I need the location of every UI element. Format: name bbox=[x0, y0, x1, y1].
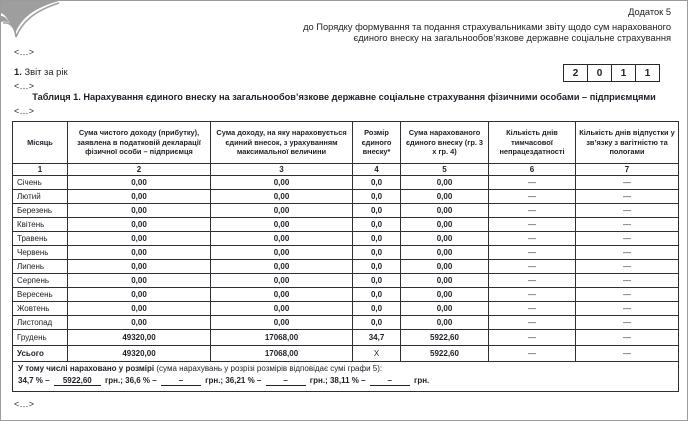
table-row bbox=[13, 204, 679, 218]
year-digit-cell[interactable]: 0 bbox=[587, 65, 611, 81]
value-cell: — bbox=[576, 288, 679, 302]
rate-unit: грн.; bbox=[307, 375, 330, 385]
year-digit-cell[interactable]: 2 bbox=[572, 67, 579, 79]
month-cell: Серпень bbox=[13, 274, 68, 288]
month-cell: Липень bbox=[13, 260, 68, 274]
value-cell: 0,00 bbox=[401, 218, 489, 232]
value-cell: — bbox=[576, 204, 679, 218]
value-cell: 0,00 bbox=[401, 274, 489, 288]
value-cell: — bbox=[489, 302, 576, 316]
value-cell: — bbox=[489, 190, 576, 204]
value-cell: — bbox=[576, 190, 679, 204]
value-cell: 17068,00 bbox=[211, 330, 353, 346]
column-number: 2 bbox=[68, 164, 211, 176]
rate-amount-field[interactable]: – bbox=[161, 377, 201, 386]
table-row bbox=[13, 330, 679, 346]
month-cell: Травень bbox=[13, 232, 68, 246]
value-cell: 0,0 bbox=[353, 260, 401, 274]
value-cell: 5922,60 bbox=[401, 346, 489, 362]
omitted-content-marker: <...> bbox=[14, 81, 35, 91]
table-row bbox=[13, 190, 679, 204]
value-cell: — bbox=[489, 288, 576, 302]
table-row bbox=[13, 288, 679, 302]
column-number: 5 bbox=[401, 164, 489, 176]
rate-amount-field[interactable]: – bbox=[370, 377, 410, 386]
table-row bbox=[13, 274, 679, 288]
month-cell: Червень bbox=[13, 246, 68, 260]
value-cell: 0,00 bbox=[68, 274, 211, 288]
value-cell: 0,00 bbox=[211, 190, 353, 204]
value-cell: 0,00 bbox=[68, 288, 211, 302]
month-cell: Квітень bbox=[13, 218, 68, 232]
value-cell: — bbox=[576, 316, 679, 330]
value-cell: 0,00 bbox=[211, 288, 353, 302]
table-row bbox=[13, 346, 679, 362]
month-cell: Листопад bbox=[13, 316, 68, 330]
value-cell: 0,00 bbox=[211, 260, 353, 274]
value-cell: — bbox=[576, 218, 679, 232]
value-cell: 0,00 bbox=[68, 190, 211, 204]
table-row bbox=[13, 316, 679, 330]
value-cell: — bbox=[489, 218, 576, 232]
value-cell: 0,0 bbox=[353, 232, 401, 246]
value-cell: 0,00 bbox=[401, 232, 489, 246]
value-cell: 0,00 bbox=[211, 274, 353, 288]
rate-amount-field[interactable]: 5922,60 bbox=[54, 377, 101, 386]
column-header: Кількість днів тимчасової непрацездатності bbox=[489, 122, 576, 164]
column-number-row bbox=[13, 164, 679, 176]
report-item-number: 1. bbox=[14, 66, 22, 77]
table-header-row bbox=[13, 122, 679, 164]
value-cell: — bbox=[576, 176, 679, 190]
value-cell: — bbox=[576, 274, 679, 288]
value-cell: 0,0 bbox=[353, 316, 401, 330]
column-number: 3 bbox=[211, 164, 353, 176]
value-cell: 0,00 bbox=[401, 190, 489, 204]
value-cell: 0,00 bbox=[401, 176, 489, 190]
value-cell: 0,0 bbox=[353, 204, 401, 218]
rate-unit: грн.; bbox=[102, 375, 126, 385]
contribution-table bbox=[12, 121, 679, 392]
month-cell: Жовтень bbox=[13, 302, 68, 316]
order-line-2: єдиного внеску на загальнообов’язкове державне соціальне страхування bbox=[353, 33, 671, 43]
year-digit-cell[interactable]: 1 bbox=[635, 65, 659, 81]
rate-label: 38,11 % – bbox=[329, 375, 368, 385]
appendix-number: Додаток 5 bbox=[628, 7, 671, 17]
value-cell: 0,00 bbox=[211, 246, 353, 260]
value-cell: — bbox=[489, 204, 576, 218]
value-cell: 34,7 bbox=[353, 330, 401, 346]
page-curl-icon bbox=[1, 1, 61, 43]
value-cell: 0,00 bbox=[68, 302, 211, 316]
value-cell: — bbox=[576, 302, 679, 316]
value-cell: 0,00 bbox=[401, 288, 489, 302]
column-header: Сума нарахованого єдиного внеску (гр. 3 х гр. 4) bbox=[401, 122, 489, 164]
value-cell: 0,00 bbox=[211, 316, 353, 330]
value-cell: 0,0 bbox=[353, 176, 401, 190]
year-digit-cell[interactable]: 1 bbox=[611, 65, 635, 81]
rate-amount-field[interactable]: – bbox=[266, 377, 306, 386]
footer-note-normal: (сума нарахувань у розрізі розмірів відповідає сумі графи 5): bbox=[154, 364, 383, 373]
value-cell: 0,00 bbox=[401, 204, 489, 218]
value-cell: 49320,00 bbox=[68, 346, 211, 362]
column-header: Сума чистого доходу (прибутку), заявлена в податковій декларації фізичної особи – підприємця bbox=[68, 122, 211, 164]
value-cell: — bbox=[576, 346, 679, 362]
value-cell: 0,00 bbox=[211, 176, 353, 190]
value-cell: — bbox=[489, 176, 576, 190]
value-cell: 0,00 bbox=[211, 218, 353, 232]
rate-label: 34,7 % – bbox=[18, 375, 52, 385]
value-cell: 0,00 bbox=[68, 316, 211, 330]
value-cell: 0,00 bbox=[401, 302, 489, 316]
value-cell: — bbox=[576, 246, 679, 260]
value-cell: — bbox=[489, 330, 576, 346]
value-cell: 0,00 bbox=[401, 260, 489, 274]
column-number: 1 bbox=[13, 164, 68, 176]
footer-cell bbox=[13, 362, 679, 392]
value-cell: 0,0 bbox=[353, 288, 401, 302]
value-cell: — bbox=[489, 346, 576, 362]
omitted-content-marker: <...> bbox=[14, 106, 35, 116]
appendix-header bbox=[303, 7, 671, 45]
value-cell: 5922,60 bbox=[401, 330, 489, 346]
value-cell: 0,00 bbox=[68, 204, 211, 218]
rate-label: 36,21 % – bbox=[225, 375, 264, 385]
column-number: 4 bbox=[353, 164, 401, 176]
table-row bbox=[13, 246, 679, 260]
report-year-label bbox=[14, 66, 68, 77]
column-number: 7 bbox=[576, 164, 679, 176]
value-cell: — bbox=[489, 260, 576, 274]
value-cell: 0,0 bbox=[353, 302, 401, 316]
value-cell: 0,00 bbox=[401, 316, 489, 330]
column-header: Розмір єдиного внеску* bbox=[353, 122, 401, 164]
column-header: Місяць bbox=[13, 122, 68, 164]
table-row bbox=[13, 218, 679, 232]
year-box bbox=[563, 64, 660, 82]
column-number: 6 bbox=[489, 164, 576, 176]
value-cell: 0,0 bbox=[353, 246, 401, 260]
rate-unit: грн.; bbox=[202, 375, 226, 385]
table-row bbox=[13, 260, 679, 274]
value-cell: 0,00 bbox=[211, 204, 353, 218]
value-cell: — bbox=[489, 316, 576, 330]
value-cell: — bbox=[489, 274, 576, 288]
value-cell: 17068,00 bbox=[211, 346, 353, 362]
month-cell: Грудень bbox=[13, 330, 68, 346]
column-header: Сума доходу, на яку нараховується єдиний внесок, з урахуванням максимальної величини bbox=[211, 122, 353, 164]
omitted-content-marker: <...> bbox=[14, 399, 35, 409]
footer-note-bold: У тому числі нараховано у розмірі bbox=[18, 364, 155, 373]
table-row bbox=[13, 176, 679, 190]
value-cell: 0,00 bbox=[211, 232, 353, 246]
value-cell: 0,00 bbox=[68, 260, 211, 274]
omitted-content-marker: <...> bbox=[14, 47, 35, 57]
table-footer-row bbox=[13, 362, 679, 392]
value-cell: 0,00 bbox=[68, 246, 211, 260]
value-cell: Х bbox=[353, 346, 401, 362]
month-cell: Усього bbox=[13, 346, 68, 362]
value-cell: — bbox=[489, 232, 576, 246]
value-cell: — bbox=[576, 330, 679, 346]
value-cell: — bbox=[489, 246, 576, 260]
value-cell: 0,0 bbox=[353, 190, 401, 204]
value-cell: — bbox=[576, 260, 679, 274]
table-title: Таблиця 1. Нарахування єдиного внеску на загальнообов’язкове державне соціальне страхування фізичними особами – підприємцями bbox=[32, 92, 656, 102]
value-cell: — bbox=[576, 232, 679, 246]
value-cell: 49320,00 bbox=[68, 330, 211, 346]
footer-note bbox=[18, 364, 673, 375]
value-cell: 0,00 bbox=[211, 302, 353, 316]
value-cell: 0,0 bbox=[353, 218, 401, 232]
month-cell: Березень bbox=[13, 204, 68, 218]
rate-unit: грн. bbox=[411, 375, 430, 385]
value-cell: 0,00 bbox=[68, 176, 211, 190]
month-cell: Вересень bbox=[13, 288, 68, 302]
rate-label: 36,6 % – bbox=[125, 375, 159, 385]
table-row bbox=[13, 302, 679, 316]
value-cell: 0,00 bbox=[68, 232, 211, 246]
report-item-text: Звіт за рік bbox=[24, 66, 68, 77]
month-cell: Лютий bbox=[13, 190, 68, 204]
value-cell: 0,00 bbox=[401, 246, 489, 260]
month-cell: Січень bbox=[13, 176, 68, 190]
order-line-1: до Порядку формування та подання страхувальниками звіту щодо сум нарахованого bbox=[303, 21, 671, 32]
footer-rates bbox=[18, 376, 673, 387]
column-header: Кількість днів відпустки у зв’язку з вагітністю та пологами bbox=[576, 122, 679, 164]
value-cell: 0,00 bbox=[68, 218, 211, 232]
value-cell: 0,0 bbox=[353, 274, 401, 288]
table-row bbox=[13, 232, 679, 246]
